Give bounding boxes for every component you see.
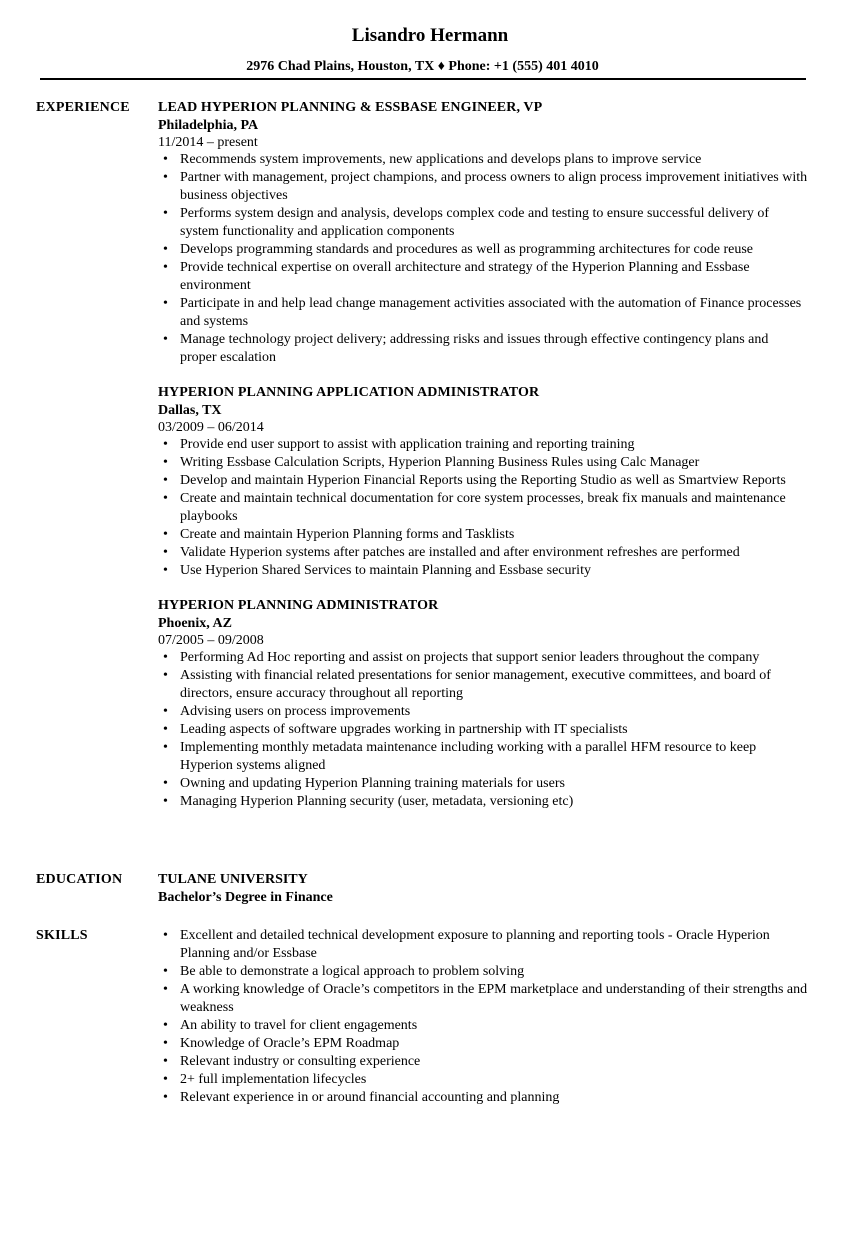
job-dates: 11/2014 – present (158, 135, 258, 150)
job-location: Philadelphia, PA (158, 118, 259, 133)
job-bullet: • Managing Hyperion Planning security (user, metadata, versioning etc) (158, 793, 808, 811)
skill-item: • An ability to travel for client engagements (158, 1017, 808, 1035)
job-bullet: • Recommends system improvements, new applications and develops plans to improve service (158, 151, 808, 169)
skill-item: • Relevant experience in or around financial accounting and planning (158, 1089, 808, 1107)
job-bullet: • Use Hyperion Shared Services to maintain Planning and Essbase security (158, 562, 808, 580)
job-bullet: • Create and maintain technical documentation for core system processes, break fix manuals and maintenance playbooks (158, 490, 808, 526)
job-location: Dallas, TX (158, 403, 222, 418)
degree-name: Bachelor’s Degree in Finance (158, 890, 333, 905)
job-bullet: • Provide end user support to assist with application training and reporting training (158, 436, 808, 454)
job-bullet-list (158, 649, 818, 811)
job-bullet: • Develops programming standards and procedures as well as programming architectures for code reuse (158, 241, 808, 259)
job-bullet: • Develop and maintain Hyperion Financial Reports using the Reporting Studio as well as Smartview Reports (158, 472, 808, 490)
job-bullet: • Implementing monthly metadata maintenance including working with a parallel HFM resource to keep Hyperion systems aligned (158, 739, 808, 775)
skill-item: • Relevant industry or consulting experience (158, 1053, 808, 1071)
job-bullet: • Validate Hyperion systems after patches are installed and after environment refreshes are performed (158, 544, 808, 562)
job-bullet: • Provide technical expertise on overall architecture and strategy of the Hyperion Planning and Essbase environment (158, 259, 808, 295)
job-bullet: • Partner with management, project champions, and process owners to align process improvement initiatives with business objectives (158, 169, 808, 205)
education-body (158, 871, 818, 907)
job-bullet: • Participate in and help lead change management activities associated with the automation of Finance processes and systems (158, 295, 808, 331)
job-entry (158, 384, 818, 580)
job-bullet: • Manage technology project delivery; addressing risks and issues through effective contingency plans and proper escalation (158, 331, 808, 367)
skill-item: • Excellent and detailed technical development exposure to planning and reporting tools - Oracle Hyperion Planning and/or Essbase (158, 927, 808, 963)
skills-list (158, 927, 818, 1107)
skill-item: • Knowledge of Oracle’s EPM Roadmap (158, 1035, 808, 1053)
job-bullet: • Assisting with financial related presentations for senior management, executive committees, and board of directors, ensure accuracy throughout all reporting (158, 667, 808, 703)
job-bullet: • Create and maintain Hyperion Planning forms and Tasklists (158, 526, 808, 544)
job-entry (158, 99, 818, 367)
experience-heading: EXPERIENCE (36, 100, 130, 115)
education-heading: EDUCATION (36, 872, 123, 887)
skill-item: • 2+ full implementation lifecycles (158, 1071, 808, 1089)
job-bullet-list (158, 151, 818, 367)
school-name: TULANE UNIVERSITY (158, 872, 308, 887)
job-location: Phoenix, AZ (158, 616, 232, 631)
header-divider (40, 78, 806, 80)
skill-item: • A working knowledge of Oracle’s competitors in the EPM marketplace and understanding of their strengths and weakness (158, 981, 808, 1017)
job-bullet: • Writing Essbase Calculation Scripts, Hyperion Planning Business Rules using Calc Manager (158, 454, 808, 472)
job-title: HYPERION PLANNING APPLICATION ADMINISTRATOR (158, 385, 540, 400)
job-bullet-list (158, 436, 818, 580)
candidate-name: Lisandro Hermann (351, 25, 509, 46)
skill-item: • Be able to demonstrate a logical approach to problem solving (158, 963, 808, 981)
job-bullet: • Leading aspects of software upgrades working in partnership with IT specialists (158, 721, 808, 739)
job-bullet: • Performing Ad Hoc reporting and assist on projects that support senior leaders throughout the company (158, 649, 808, 667)
skills-body (158, 927, 818, 1107)
contact-line: 2976 Chad Plains, Houston, TX ♦ Phone: +1 (555) 401 4010 (246, 59, 599, 74)
skills-heading: SKILLS (36, 928, 88, 943)
job-bullet: • Owning and updating Hyperion Planning training materials for users (158, 775, 808, 793)
job-bullet: • Advising users on process improvements (158, 703, 808, 721)
job-title: HYPERION PLANNING ADMINISTRATOR (158, 598, 439, 613)
job-dates: 07/2005 – 09/2008 (158, 633, 264, 648)
job-dates: 03/2009 – 06/2014 (158, 420, 264, 435)
job-title: LEAD HYPERION PLANNING & ESSBASE ENGINEER, VP (158, 100, 543, 115)
experience-body (158, 99, 818, 828)
job-bullet: • Performs system design and analysis, develops complex code and testing to ensure successful delivery of system functionality and application components (158, 205, 808, 241)
job-entry (158, 597, 818, 811)
